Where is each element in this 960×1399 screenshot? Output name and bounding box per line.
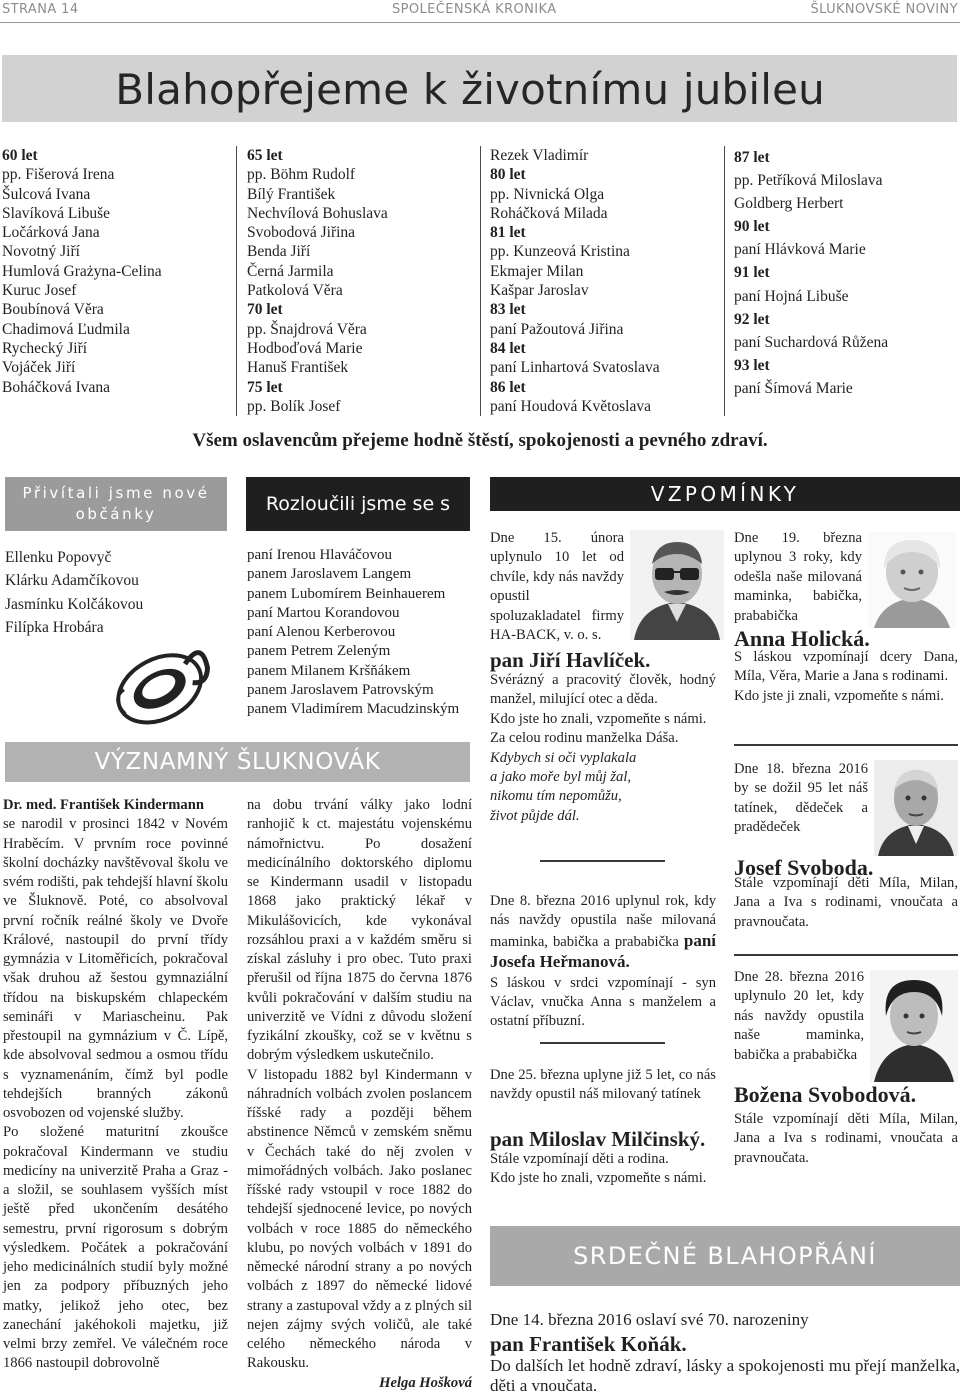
notable-column-2 — [247, 796, 472, 1393]
welcome-name: Ellenku Popovyč — [5, 549, 112, 566]
jubilee-name: Slavíková Libuše — [2, 204, 111, 222]
jubilee-name: pp. Bolík Josef — [247, 397, 341, 415]
jubilee-name: Vojáček Jiří — [2, 359, 76, 377]
farewell-name: panem Jaroslavem Langem — [247, 566, 412, 583]
jubilee-name: paní Houdová Květoslava — [490, 397, 651, 415]
memorial-text: Stále vzpomínají děti Míla, Milan, Jana a Iva s rodinami, vnoučata a pravnoučata. — [734, 1111, 958, 1166]
portrait-photo — [870, 970, 958, 1082]
jubilee-name: Goldberg Herbert — [734, 195, 844, 213]
age-heading: 65 let — [247, 147, 283, 164]
age-heading: 80 let — [490, 166, 526, 184]
section-name: SPOLEČENSKÁ KRONIKA — [392, 2, 557, 17]
notable-paragraph: Po složené maturitní zkoušce pokračoval Kindermann ve studiu medicíny na univerzitě Praha a Graz - a složil, se souhlasem vyšších míst ještě před ukončením desátého semestru, první rigorosum s dobrým výsledkem. Počátek a pokračování jeho medicinálních studií byly možné jen za podpory příbuzných jeho matky, jelikož jeho otec, bez zanechání jakéhokoli majetku, již velmi brzy zemřel. Ve válečném roce 1866 nastoupil dobrovolně — [3, 1124, 228, 1372]
jubilee-name: Šulcová Ivana — [2, 185, 91, 203]
memories-title: VZPOMÍNKY — [490, 477, 960, 511]
poem-line: a jako moře byl můj žal, — [490, 769, 632, 786]
farewell-name: panem Milanem Kršňákem — [247, 662, 411, 679]
notable-paragraph: se narodil v prosinci 1842 v Novém Hraběcím. V prvním roce povinné školní docházky navštěvoval školu ve svém rodišti, pak tehdejší hlavní školu ve Šluknově. Poté, co absolvoval první ročník reálné školy ve Dvoře Králové, nastoupil do první třídy gymnázia v Litoměřicích, pokračoval však druhou až šestou gymnaziální třídou na biskupském chlapeckém semináři v Mariascheinu. Pak přestoupil na gymnázium v Č. Lípě, kde absolvoval sedmou a osmou třídu s vyznamenáním, čímž byl podle tehdejších branných zákonů osvobozen od vojenské služby. — [3, 816, 228, 1121]
jubilee-name: Hanuš František — [247, 359, 349, 377]
memorial-text: S láskou v srdci vzpomínají - syn Václav, vnučka Anna s manželem a ostatní příbuzní. — [490, 974, 716, 1030]
farewell-list — [247, 546, 475, 720]
age-heading: 93 let — [734, 356, 770, 374]
jubilee-name: Humlová Grażyna-Celina — [2, 262, 162, 280]
welcome-name: Klárku Adamčíkovou — [5, 572, 139, 590]
jubilee-name: pp. Nivnická Olga — [490, 185, 605, 203]
jubilee-name: Bílý František — [247, 185, 336, 203]
memorial-name: Josef Svoboda. — [734, 855, 874, 880]
column-divider — [480, 146, 481, 416]
memorial-text — [490, 1150, 716, 1189]
memorial-block — [490, 892, 716, 1032]
jubilee-name: Kuruc Josef — [2, 282, 77, 300]
page-header — [0, 0, 960, 22]
farewell-name: panem Vladimírem Macudzinským — [247, 701, 460, 718]
jubilee-name: Patkolová Věra — [247, 282, 343, 300]
portrait-photo — [630, 530, 724, 640]
notable-paragraph: na dobu trvání války jako lodní ranhojič k ct. majestátu vojenskému námořnictvu. Po dosažení medicínálního doktorského diplomu se Kindermann usadil v listopadu 1868 jako praktický lékař v Mikulášovicích, kde vykonával rozsáhlou praxi a v každém směru si získal zásluhy i pro obec. Tuto praxi přerušil od října 1875 do června 1876 kvůli pokračování v dalším studiu na univerzitě ve Vídni z důvodu složení fyzikální zkoušky, což se v květnu s dobrým výsledkem uskutečnilo. — [247, 797, 472, 1064]
age-heading: 84 let — [490, 339, 526, 357]
memorial-text — [490, 671, 716, 826]
memorial-text-line: Za celou rodinu manželka Dáša. — [490, 730, 679, 747]
jubilee-column-1 — [2, 146, 227, 397]
age-heading: 81 let — [490, 224, 526, 242]
jubilee-column-4 — [734, 146, 959, 400]
jubilee-name: pp. Kunzeová Kristina — [490, 243, 630, 261]
jubilee-name: Rezek Vladimír — [490, 147, 589, 164]
welcome-name: Filípka Hrobára — [5, 618, 104, 636]
greetings-name: pan František Koňák. — [490, 1332, 687, 1356]
poem-line: život půjde dál. — [490, 807, 580, 824]
memorial-intro: Dne 8. března 2016 uplynul rok, kdy nás navždy opustila naše milovaná maminka, babička a prababička — [490, 893, 716, 950]
memorial-intro: Dne 18. března 2016 by se dožil 95 let náš tatínek, dědeček a pradědeček — [734, 761, 868, 836]
poem-line: nikomu tím nepomůžu, — [490, 788, 622, 805]
farewell-name: panem Lubomírem Beinhauerem — [247, 585, 446, 602]
memorial-name: pan Miloslav Milčinský. — [490, 1127, 706, 1151]
jubilee-name: paní Linhartová Svatoslava — [490, 359, 660, 377]
jubilee-name: pp. Šnajdrová Věra — [247, 320, 367, 338]
separator-line — [540, 1042, 665, 1044]
memorial-text-line: Svérázný a pracovitý člověk, hodný manžel, milující otec a děda. — [490, 672, 716, 708]
farewell-name: paní Irenou Hlaváčovou — [247, 547, 392, 563]
jubilee-column-2 — [247, 146, 472, 416]
notable-title: VÝZNAMNÝ ŠLUKNOVÁK — [5, 742, 470, 782]
welcome-name: Jasmínku Kolčákovou — [5, 595, 144, 613]
welcome-list — [5, 546, 230, 639]
memorial-text-line: Kdo jste ho znali, vzpomeňte s námi. — [490, 710, 707, 727]
jubilee-title: Blahopřejeme k životnímu jubileu — [115, 65, 825, 114]
jubilee-name: Chadimová Ľudmila — [2, 320, 130, 338]
jubilee-name: Svobodová Jiřina — [247, 224, 356, 242]
jubilee-name: Roháčková Milada — [490, 204, 608, 222]
age-heading: 90 let — [734, 218, 770, 236]
memorial-intro: Dne 15. února uplynulo 10 let od chvíle, kdy nás navždy opustil spoluzakladatel firmy HA-BACK, v. o. s. — [490, 530, 624, 644]
jubilee-name: paní Šímová Marie — [734, 379, 853, 397]
notable-author: Helga Hošková — [379, 1374, 472, 1391]
newspaper-name: ŠLUKNOVSKÉ NOVINY — [810, 2, 958, 17]
jubilee-name: paní Hojná Libuše — [734, 287, 849, 305]
notable-paragraph: V listopadu 1882 byl Kindermann v náhradních volbách zvolen poslancem říšské rady a později během abstinence Němců v zemském sněmu v Čechách také do něj zvolen v mimořádných volbách. Jako poslanec říšské rady vstoupil v roce 1882 do tehdejší sjednocené levice, po nových volbách v roce 1885 do německého klubu, po nových volbách v 1891 do německé národní strany a po nových volbách z 1897 do německé lidové strany a zastupoval vždy a z plných sil nejen zájmy svých voličů, ale také celého německého národa v Rakousku. — [247, 1066, 472, 1372]
farewell-name: panem Jaroslavem Patrovským — [247, 682, 434, 699]
memorial-intro: Dne 28. března 2016 uplynulo 20 let, kdy nás navždy opustila naše maminka, babička a prababička — [734, 969, 864, 1063]
jubilee-name: Kašpar Jaroslav — [490, 282, 589, 300]
jubilee-name: pp. Petříková Miloslava — [734, 172, 883, 190]
memorial-name: Anna Holická. — [734, 626, 870, 651]
farewell-name: paní Alenou Kerberovou — [247, 624, 396, 641]
memorial-name: pan Jiří Havlíček. — [490, 648, 651, 672]
memorial-text-line: Kdo jste ho znali, vzpomeňte s námi. — [490, 1170, 707, 1187]
jubilee-name: Ekmajer Milan — [490, 262, 584, 280]
header-divider — [0, 22, 960, 23]
page-number: STRANA 14 — [2, 2, 79, 17]
jubilee-name: Benda Jiří — [247, 243, 311, 261]
jubilee-name: Nechvílová Bohuslava — [247, 204, 388, 222]
memorial-name: paní Josefa Heřmanová. — [490, 930, 716, 972]
age-heading: 87 let — [734, 149, 770, 166]
greetings-title: SRDEČNÉ BLAHOPŘÁNÍ — [490, 1226, 960, 1286]
notable-lead: Dr. med. František Kindermann — [3, 797, 204, 813]
age-heading: 86 let — [490, 378, 526, 396]
jubilee-name: paní Suchardová Růžena — [734, 333, 889, 351]
column-divider — [724, 146, 725, 416]
separator-line — [734, 744, 958, 746]
jubilee-banner — [2, 55, 957, 122]
pacifier-icon — [105, 632, 223, 732]
portrait-photo — [868, 532, 956, 628]
age-heading: 75 let — [247, 378, 283, 396]
separator-line — [540, 860, 665, 862]
jubilee-name: Boubínová Věra — [2, 301, 104, 319]
column-divider — [236, 146, 237, 416]
farewell-name: panem Petrem Zeleným — [247, 643, 391, 660]
age-heading: 91 let — [734, 264, 770, 282]
separator-line — [734, 954, 958, 956]
age-heading: 83 let — [490, 301, 526, 319]
memorial-text-line: Stále vzpomínají děti a rodina. — [490, 1151, 669, 1167]
greetings-wish: Do dalších let hodně zdraví, lásky a spokojenosti mu přejí manželka, děti a vnoučata. — [490, 1356, 960, 1395]
memorial-intro: Dne 25. března uplyne již 5 let, co nás navždy opustil náš milovaný tatínek — [490, 1067, 716, 1103]
memorial-text: Stále vzpomínají děti Míla, Milan, Jana a Iva s rodinami, vnoučata a pravnoučata. — [734, 875, 958, 930]
age-heading: 60 let — [2, 147, 38, 164]
jubilee-name: paní Hlávková Marie — [734, 241, 866, 259]
portrait-photo — [874, 760, 958, 856]
notable-column-1 — [3, 796, 228, 1374]
jubilee-name: Černá Jarmila — [247, 262, 334, 280]
jubilee-name: Rychecký Jiří — [2, 339, 88, 357]
memorial-text-line: Kdo jste ji znali, vzpomeňte s námi. — [734, 687, 944, 704]
memorial-text — [734, 648, 958, 706]
jubilee-name: paní Pažoutová Jiřina — [490, 320, 624, 338]
jubilee-wish: Všem oslavencům přejeme hodně štěstí, spokojenosti a pevného zdraví. — [192, 430, 768, 451]
jubilee-name: Boháčková Ivana — [2, 378, 111, 396]
jubilee-name: pp. Böhm Rudolf — [247, 166, 356, 184]
jubilee-name: Novotný Jiří — [2, 243, 80, 261]
poem-line: Kdybych si oči vyplakala — [490, 749, 637, 766]
age-heading: 92 let — [734, 310, 770, 328]
jubilee-name: Hodboďová Marie — [247, 339, 363, 357]
jubilee-name: Ločárková Jana — [2, 224, 100, 242]
memorial-text-line: S láskou vzpomínají dcery Dana, Míla, Věra, Marie a Jana s rodinami. — [734, 649, 958, 685]
memorial-name: Božena Svobodová. — [734, 1082, 917, 1107]
farewell-name: paní Martou Korandovou — [247, 604, 400, 621]
age-heading: 70 let — [247, 301, 283, 319]
welcome-title: Přivítali jsme nové občánky — [5, 477, 227, 531]
jubilee-column-3 — [490, 146, 715, 416]
memorial-intro: Dne 19. března uplynou 3 roky, kdy odešla naše milovaná maminka, babička, prababička — [734, 530, 862, 624]
jubilee-name: pp. Fišerová Irena — [2, 166, 115, 184]
farewell-title: Rozloučili jsme se s — [246, 477, 470, 531]
memorial-poem — [490, 749, 716, 827]
greetings-line: Dne 14. března 2016 oslaví své 70. narozeniny — [490, 1310, 809, 1329]
